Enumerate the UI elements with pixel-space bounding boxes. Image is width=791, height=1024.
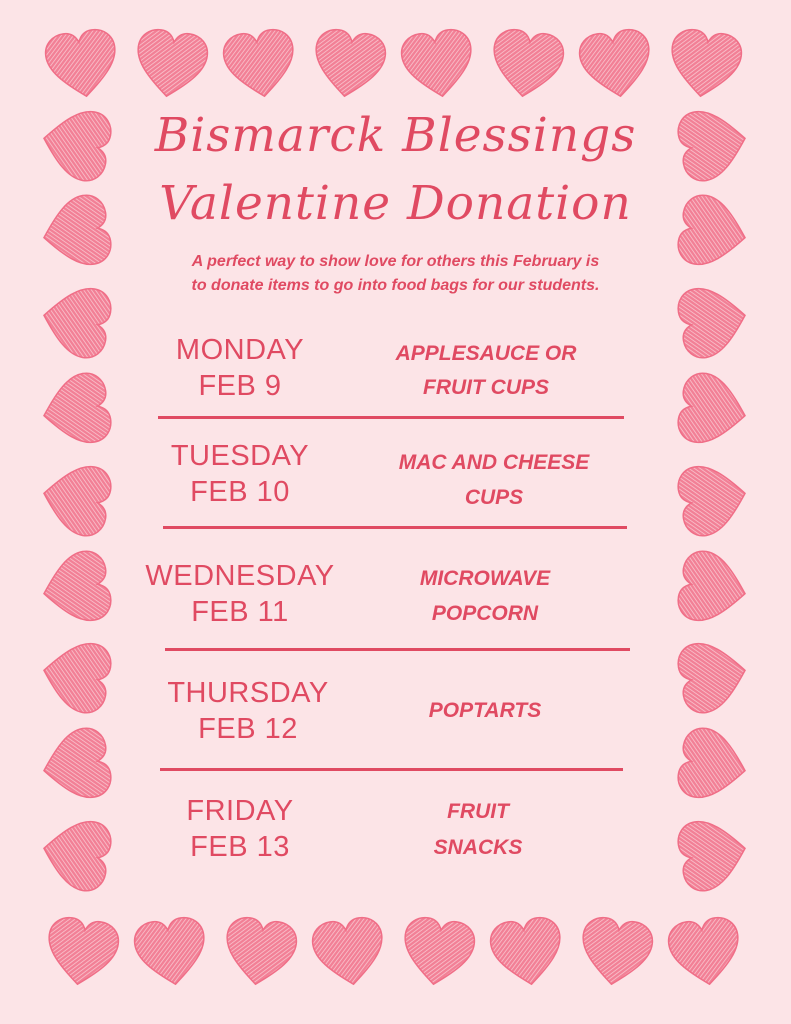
heart-icon — [36, 722, 116, 809]
heart-icon — [218, 25, 303, 103]
heart-icon — [36, 367, 116, 454]
date-label: FEB 11 — [191, 596, 289, 628]
heart-icon — [218, 913, 303, 991]
item-line-1: APPLESAUCE OR — [395, 342, 577, 365]
item-line-1: POPTARTS — [428, 699, 542, 722]
day-label: THURSDAY — [167, 677, 329, 709]
heart-icon — [673, 811, 753, 898]
heart-icon — [485, 25, 570, 103]
heart-icon — [36, 633, 116, 720]
heart-icon — [673, 278, 753, 365]
heart-icon — [663, 25, 748, 103]
heart-icon — [673, 367, 753, 454]
date-label: FEB 13 — [190, 831, 290, 863]
heart-icon — [307, 25, 392, 103]
date-label: FEB 10 — [190, 476, 290, 508]
row-divider — [160, 768, 623, 771]
heart-icon — [673, 722, 753, 809]
heart-icon — [574, 913, 659, 991]
day-label: WEDNESDAY — [145, 560, 335, 592]
heart-icon — [129, 913, 214, 991]
item-line-2: CUPS — [464, 486, 524, 509]
heart-icon — [673, 633, 753, 720]
row-divider — [163, 526, 627, 529]
heart-icon — [36, 456, 116, 543]
item-line-1: MAC AND CHEESE — [398, 451, 590, 474]
heart-icon — [396, 25, 481, 103]
heart-icon — [129, 25, 214, 103]
heart-icon — [36, 278, 116, 365]
day-label: TUESDAY — [170, 440, 310, 472]
heart-icon — [485, 913, 570, 991]
day-label: MONDAY — [175, 334, 305, 366]
row-divider — [165, 648, 630, 651]
date-label: FEB 9 — [198, 370, 282, 402]
heart-icon — [40, 913, 125, 991]
heart-icon — [36, 545, 116, 632]
title-line-2: Valentine Donation — [159, 176, 632, 231]
subtitle-line-2: to donate items to go into food bags for our students. — [191, 277, 600, 294]
heart-icon — [36, 811, 116, 898]
heart-icon — [40, 25, 125, 103]
heart-icon — [574, 25, 659, 103]
item-line-2: SNACKS — [433, 836, 523, 859]
heart-icon — [396, 913, 481, 991]
heart-icon — [673, 456, 753, 543]
item-line-2: POPCORN — [431, 602, 539, 625]
item-line-2: FRUIT CUPS — [423, 376, 549, 399]
heart-icon — [663, 913, 748, 991]
item-line-1: MICROWAVE — [419, 567, 551, 590]
title-line-1: Bismarck Blessings — [154, 108, 637, 163]
day-label: FRIDAY — [186, 795, 294, 827]
row-divider — [158, 416, 624, 419]
date-label: FEB 12 — [198, 713, 298, 745]
heart-icon — [307, 913, 392, 991]
heart-icon — [673, 545, 753, 632]
item-line-1: FRUIT — [447, 800, 509, 823]
subtitle-line-1: A perfect way to show love for others this February is — [191, 253, 600, 270]
